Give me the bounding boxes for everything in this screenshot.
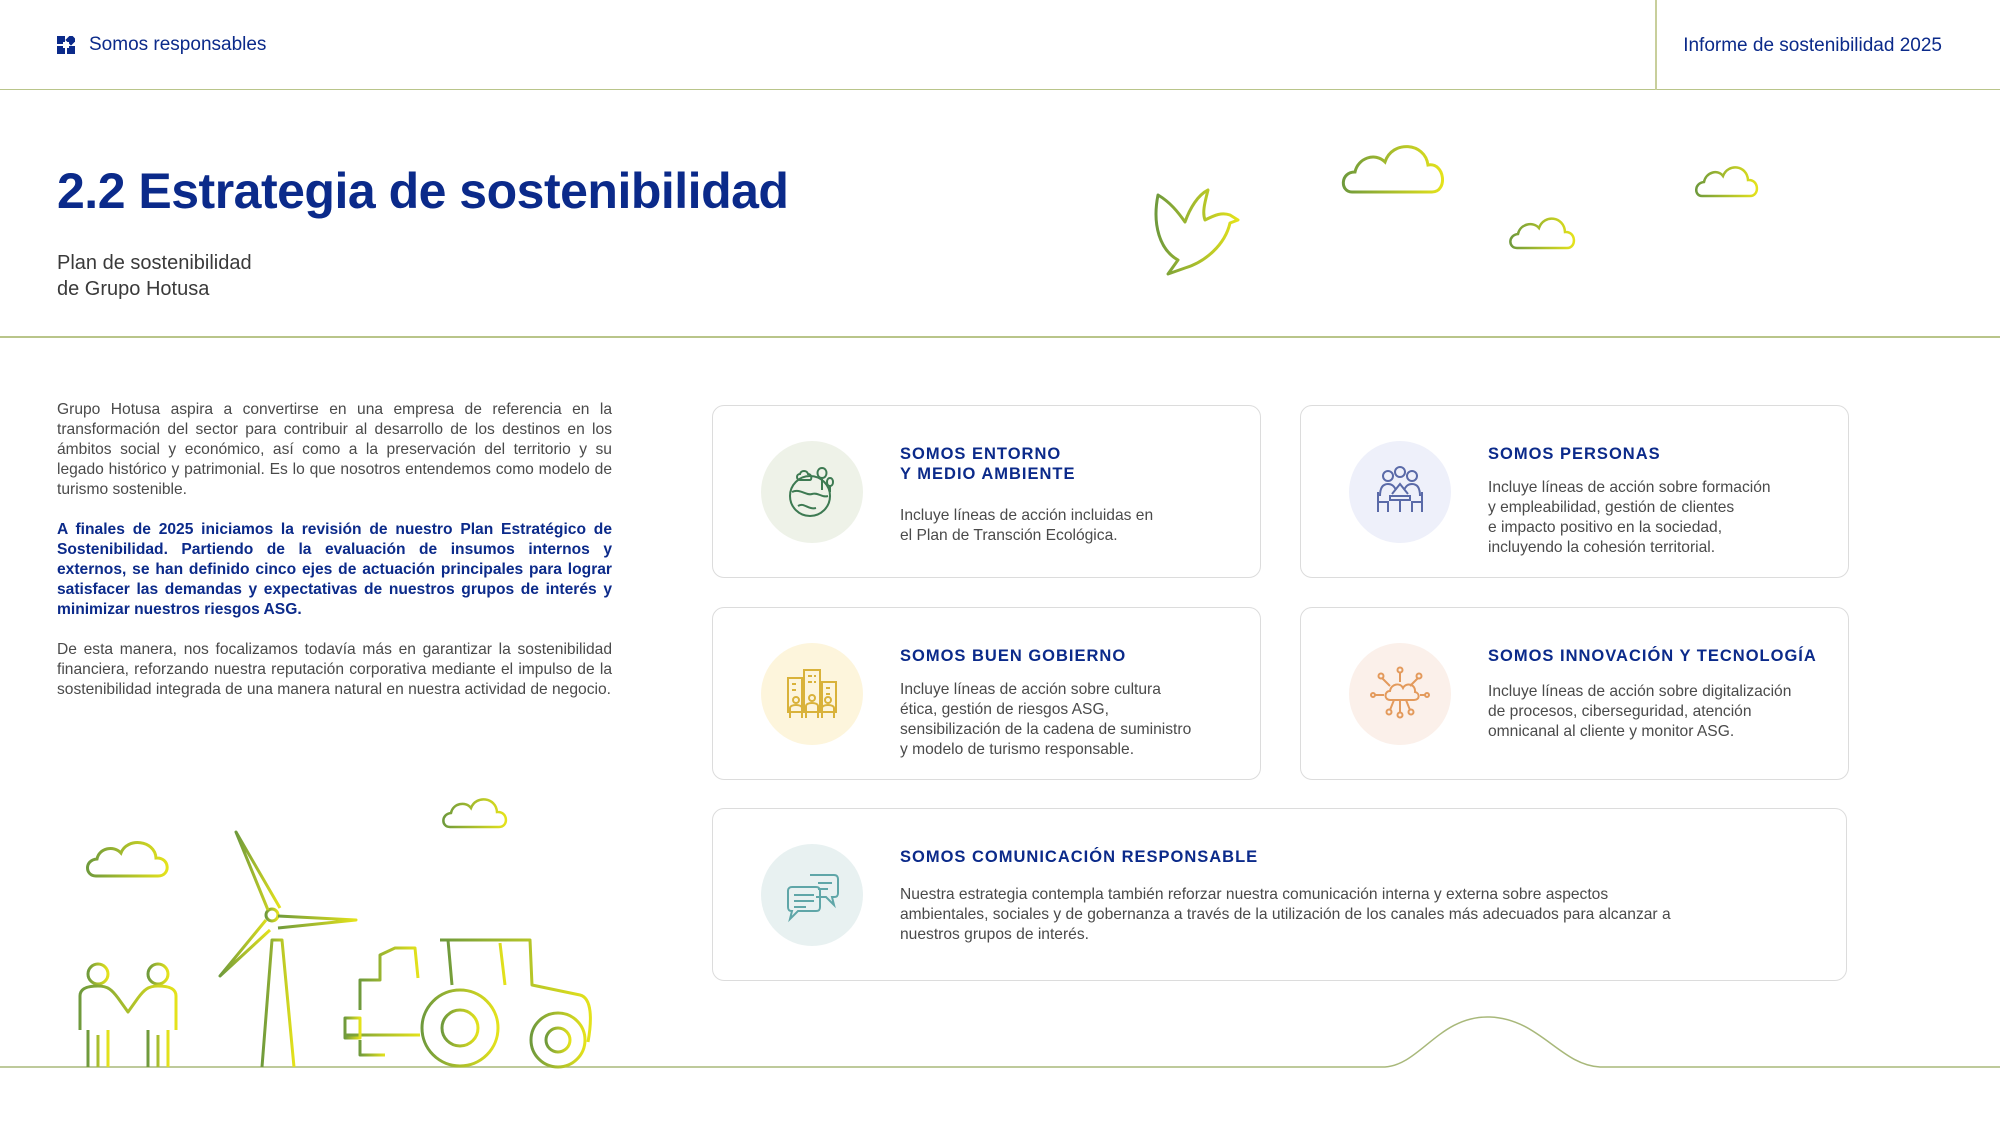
brand-logo-icon	[57, 36, 75, 54]
subtitle-line-2: de Grupo Hotusa	[57, 278, 210, 300]
bird-clouds-illustration	[1040, 120, 1780, 290]
page-title: 2.2 Estrategia de sostenibilidad	[57, 163, 789, 219]
card-text	[900, 885, 1671, 945]
card-text-line: Nuestra estrategia contempla también reforzar nuestra comunicación interna y externa sobre aspectos	[900, 886, 1609, 903]
card-text-line: y empleabilidad, gestión de clientes	[1488, 499, 1735, 516]
card-somos-buen-gobierno	[712, 607, 1261, 780]
card-text-line: incluyendo la cohesión territorial.	[1488, 539, 1716, 556]
card-text	[1488, 682, 1791, 742]
card-title: SOMOS COMUNICACIÓN RESPONSABLE	[900, 848, 1259, 866]
intro-paragraph-3: De esta manera, nos focalizamos todavía más en garantizar la sostenibilidad financiera, reforzando nuestra reputación corporativa mediante el impulso de la sostenibilidad integrada de una manera natural en nuestra actividad de negocio.	[57, 641, 612, 698]
section-label: Somos responsables	[89, 34, 267, 55]
card-somos-personas	[1300, 405, 1849, 578]
card-text-line: sensibilización de la cadena de suministro	[900, 721, 1192, 738]
card-somos-entorno	[712, 405, 1261, 578]
cloud-network-icon	[1370, 664, 1430, 724]
card-text	[900, 680, 1191, 760]
wind-turbine-icon	[220, 832, 356, 1067]
report-title: Informe de sostenibilidad 2025	[1683, 35, 1942, 56]
card-icon-circle	[761, 441, 863, 543]
card-title: SOMOS INNOVACIÓN Y TECNOLOGÍA	[1488, 647, 1817, 665]
page-header	[0, 0, 2000, 90]
card-text-line: ética, gestión de riesgos ASG,	[900, 701, 1109, 718]
handshake-people-icon	[80, 964, 176, 1067]
card-text-line: e impacto positivo en la sociedad,	[1488, 519, 1723, 536]
card-icon-circle	[761, 643, 863, 745]
people-meeting-icon	[1370, 462, 1430, 522]
card-text-line: omnicanal al cliente y monitor ASG.	[1488, 723, 1735, 740]
card-somos-innovacion	[1300, 607, 1849, 780]
speech-bubbles-icon	[782, 865, 842, 925]
card-text-line: Incluye líneas de acción incluidas en	[900, 507, 1154, 524]
subtitle-line-1: Plan de sostenibilidad	[57, 252, 252, 274]
card-text-line: ambientales, sociales y de gobernanza a través de la utilización de los canales más adecuados para alcanzar a	[900, 906, 1671, 923]
intro-paragraph-2: A finales de 2025 iniciamos la revisión de nuestro Plan Estratégico de Sostenibilidad. Partiendo de la evaluación de insumos internos y externos, se han definido cinco ejes de actuación principales para lograr satisfacer las demandas y expectativas de nuestros grupos de interés y minimizar nuestros riesgos ASG.	[57, 521, 612, 618]
cloud-icon	[88, 843, 168, 876]
card-icon-circle	[1349, 441, 1451, 543]
card-text-line: nuestros grupos de interés.	[900, 926, 1089, 943]
header-divider	[1655, 0, 1657, 90]
city-people-icon	[782, 664, 842, 724]
card-text	[900, 506, 1153, 546]
card-title	[900, 444, 1076, 484]
card-text-line: el Plan de Transción Ecológica.	[900, 527, 1118, 544]
intro-paragraph-1: Grupo Hotusa aspira a convertirse en una empresa de referencia en la transformación del sector para contribuir al desarrollo de los destinos en los ámbitos social y económico, así como a la preservación del territorio y su legado histórico y patrimonial. Es lo que nosotros entendemos como modelo de turismo sostenible.	[57, 401, 612, 498]
card-text-line: y modelo de turismo responsable.	[900, 741, 1135, 758]
speed-lines-icon	[1052, 215, 1128, 256]
earth-nature-icon	[782, 462, 842, 522]
cloud-icon	[443, 799, 506, 827]
dove-icon	[1156, 190, 1238, 274]
card-title-line-1: SOMOS ENTORNO	[900, 445, 1062, 463]
card-title: SOMOS PERSONAS	[1488, 445, 1661, 463]
cloud-icon	[1343, 147, 1442, 192]
card-text-line: de procesos, ciberseguridad, atención	[1488, 703, 1752, 720]
intro-text	[57, 400, 612, 720]
cloud-icon	[1696, 167, 1757, 196]
page-subtitle	[57, 250, 377, 302]
tractor-icon	[345, 940, 590, 1067]
card-icon-circle	[1349, 643, 1451, 745]
card-text	[1488, 478, 1771, 558]
card-text-line: Incluye líneas de acción sobre cultura	[900, 681, 1161, 698]
section-divider	[0, 336, 2000, 338]
card-text-line: Incluye líneas de acción sobre formación	[1488, 479, 1771, 496]
card-text-line: Incluye líneas de acción sobre digitalización	[1488, 683, 1792, 700]
card-somos-comunicacion	[712, 808, 1847, 981]
card-icon-circle	[761, 844, 863, 946]
card-title: SOMOS BUEN GOBIERNO	[900, 647, 1127, 665]
card-title-line-2: Y MEDIO AMBIENTE	[900, 465, 1076, 483]
cloud-icon	[1510, 219, 1574, 248]
ground-line	[0, 1017, 2000, 1067]
brand	[57, 34, 266, 56]
